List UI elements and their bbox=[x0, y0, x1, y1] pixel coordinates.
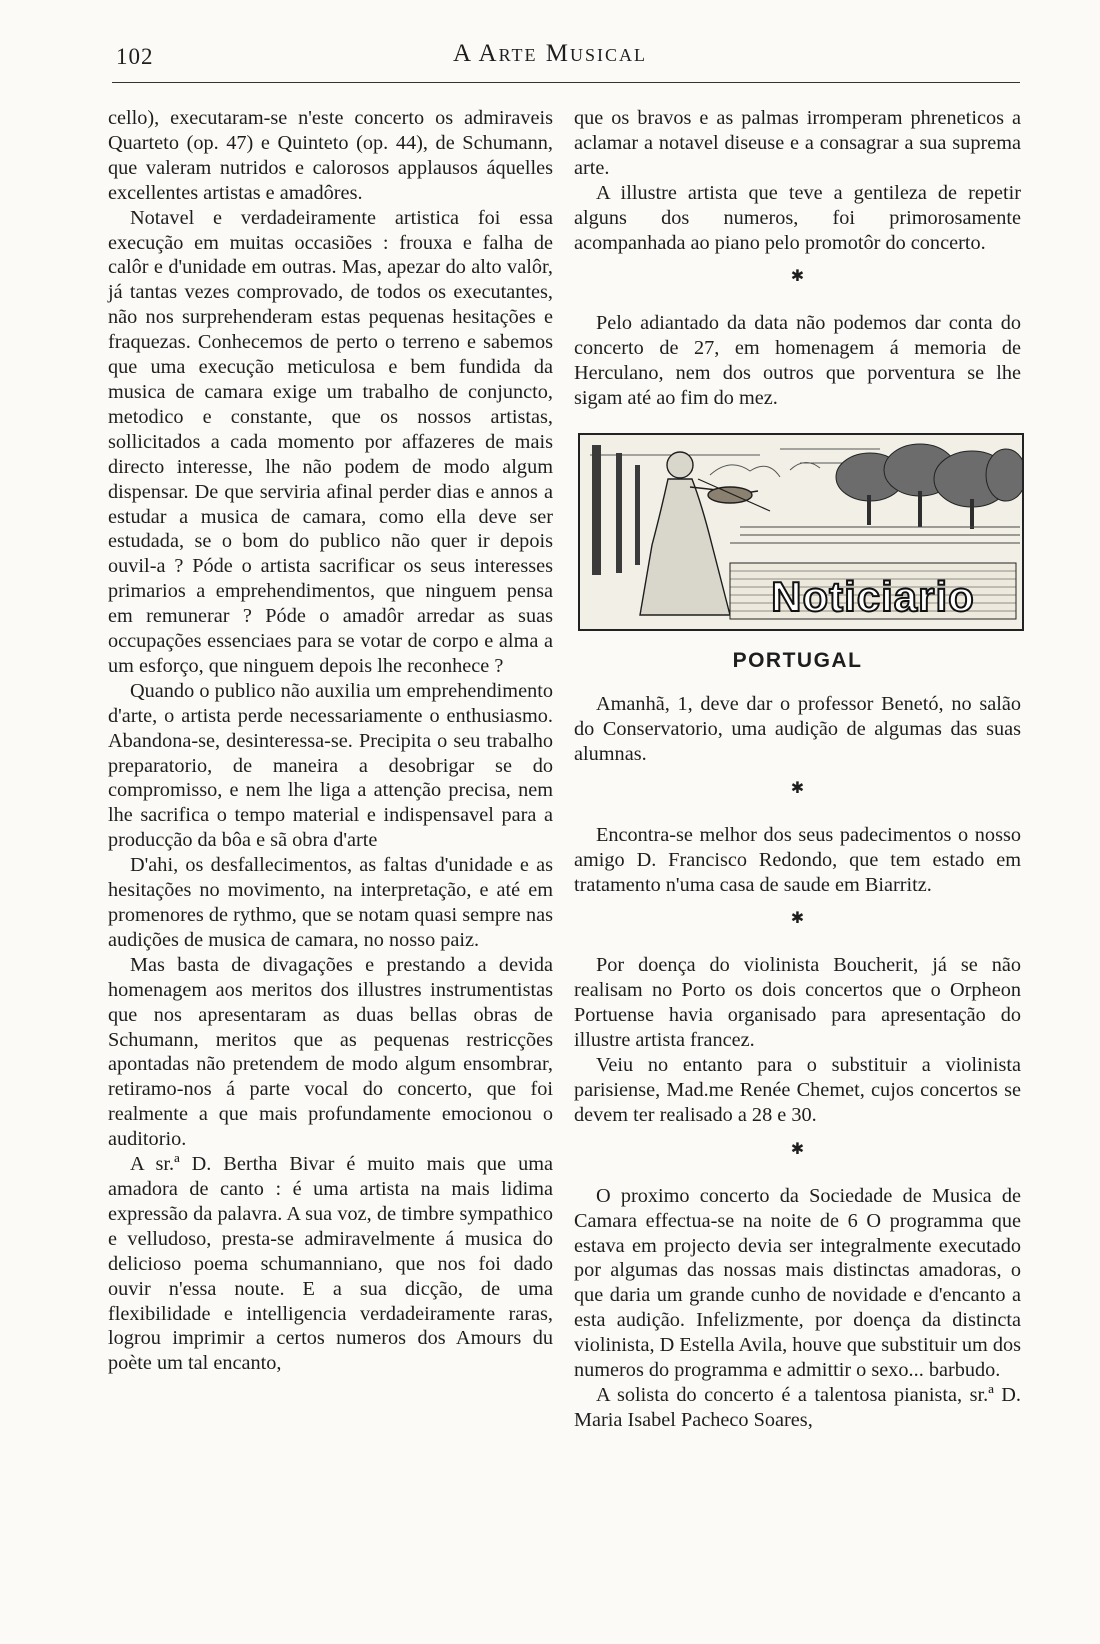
noticiario-illustration bbox=[578, 433, 1024, 631]
news-item-solista: A solista do concerto é a talentosa pianista, sr.ª D. Maria Isabel Pacheco Soares, bbox=[574, 1384, 1021, 1431]
paragraph-illustre-artista: A illustre artista que teve a gentileza de repetir alguns dos numeros, foi primorosamente acompanhada ao piano pelo promotôr do concerto. bbox=[574, 181, 1021, 254]
separator-star: ✱ bbox=[790, 1140, 805, 1158]
paragraph-bertha-bivar: A sr.ª D. Bertha Bivar é muito mais que uma amadora de canto : é uma artista na mais lidima expressão da palavra. A sua voz, de timbre sympathico e velludoso, presta-se admiravelmente á musica do delicioso poema schumanniano, que nos foi dado ouvir n'essa noute. E a sua dicção, de uma flexibilidade e intelligencia verdadeiramente raras, logrou imprimir a certos numeros dos Amours du poète um tal encanto, bbox=[108, 1153, 553, 1375]
right-column bbox=[574, 106, 1021, 1433]
paragraph-diseuse: que os bravos e as palmas irromperam phreneticos a aclamar a notavel diseuse e a consagrar a sua suprema arte. bbox=[574, 107, 1021, 179]
paragraph-execucao: Notavel e verdadeiramente artistica foi essa execução em muitas occasiões : frouxa e falha de calôr e d'unidade em outras. Mas, apezar do alto valôr, já tantas vezes comprovado, de todos os executantes, não nos surprehenderam estas pequenas hesitações e fraquezas. Conhecemos de perto o terreno e sabemos que uma execução meticulosa e bem fundida da musica de camara exige um trabalho de conjuncto, metodico e constante, que os nossos artistas, sollicitados a cada momento por affazeres de mais directo interesse, lhe não podem de modo algum dispensar. De que serviria afinal perder dias e annos a estudar a musica de camara, como ella deve ser estudada, se o bom do publico não quer ir depois ouvil-a ? Póde o artista sacrificar os seus interesses primarios a emprehendimentos, que ninguem pensa em remunerar ? Póde o amadôr arredar as suas occupações essenciaes para se votar de corpo e alma a um esforço, que ninguem depois lhe reconhece ? bbox=[108, 206, 553, 677]
paragraph-homenagem: Mas basta de divagações e prestando a devida homenagem aos meritos dos illustres instrumentistas que nos apresentaram as duas bellas obras de Schumann, meritos que as pequenas restricções apontadas não pretendem de modo algum ensombrar, retiramo-nos á parte vocal do concerto, que foi realmente a que mais profundamente emocionou o auditorio. bbox=[108, 953, 553, 1151]
news-item-chemet: Veiu no entanto para o substituir a violinista parisiense, Mad.me Renée Chemet, cujos concertos se devem ter realisado a 28 e 30. bbox=[574, 1054, 1021, 1126]
paragraph-publico: Quando o publico não auxilia um emprehendimento d'arte, o artista perde necessariamente o enthusiasmo. Abandona-se, desinteressa-se. Precipita o seu trabalho preparatorio, de maneira a desobrigar se do compromisso, e nem lhe liga a attenção precisa, nem lhe sacrifica o tempo material e indispensavel para a producção da bôa e sã obra d'arte bbox=[108, 679, 553, 852]
paragraph-quarteto: cello), executaram-se n'este concerto os admiraveis Quarteto (op. 47) e Quinteto (op. 44), de Schumann, que valeram nutridos e calorosos applausos áquelles excellentes artistas e amadôres. bbox=[108, 107, 553, 204]
paragraph-herculano: Pelo adiantado da data não podemos dar conta do concerto de 27, em homenagem á memoria de Herculano, nem dos outros que porventura se lhe sigam até ao fim do mez. bbox=[574, 312, 1021, 410]
news-item-boucherit: Por doença do violinista Boucherit, já se não realisam no Porto os dois concertos que o Orpheon Portuense havia organisado para apresentação do illustre artista francez. bbox=[574, 954, 1021, 1052]
separator-star: ✱ bbox=[790, 779, 805, 797]
section-heading-portugal: PORTUGAL bbox=[732, 649, 863, 673]
news-item-sociedade: O proximo concerto da Sociedade de Musica de Camara effectua-se na noite de 6 O programma que estava em projecto devia ser integralmente executado por algumas das nossas mais distinctas amadoras, o que daria um grande cunho de novidade e d'encanto a esta audição. Infelizmente, por doença da distincta violinista, D Estella Avila, houve que substituir um dos numeros do programma e admittir o sexo... barbudo. bbox=[574, 1184, 1021, 1382]
page-number: 102 bbox=[116, 44, 154, 69]
separator-star: ✱ bbox=[790, 268, 805, 286]
separator-star: ✱ bbox=[790, 910, 805, 928]
noticiario-lettering: Noticiario bbox=[771, 573, 975, 621]
news-item-redondo: Encontra-se melhor dos seus padecimentos o nosso amigo D. Francisco Redondo, que tem estado em tratamento n'uma casa de saude em Biarritz. bbox=[574, 823, 1021, 896]
news-item-beneto: Amanhã, 1, deve dar o professor Benetó, no salão do Conservatorio, uma audição de algumas das suas alumnas. bbox=[574, 692, 1021, 765]
paragraph-desfallecimentos: D'ahi, os desfallecimentos, as faltas d'unidade e as hesitações no movimento, na interpretação, e até em promenores de rythmo, que se notam quasi sempre nas audições de musica de camara, no nosso paiz. bbox=[108, 854, 553, 951]
left-column bbox=[108, 106, 553, 1376]
violinist-vignette bbox=[580, 435, 1022, 629]
running-title: A Arte Musical bbox=[453, 40, 647, 67]
header-rule bbox=[112, 82, 1020, 83]
